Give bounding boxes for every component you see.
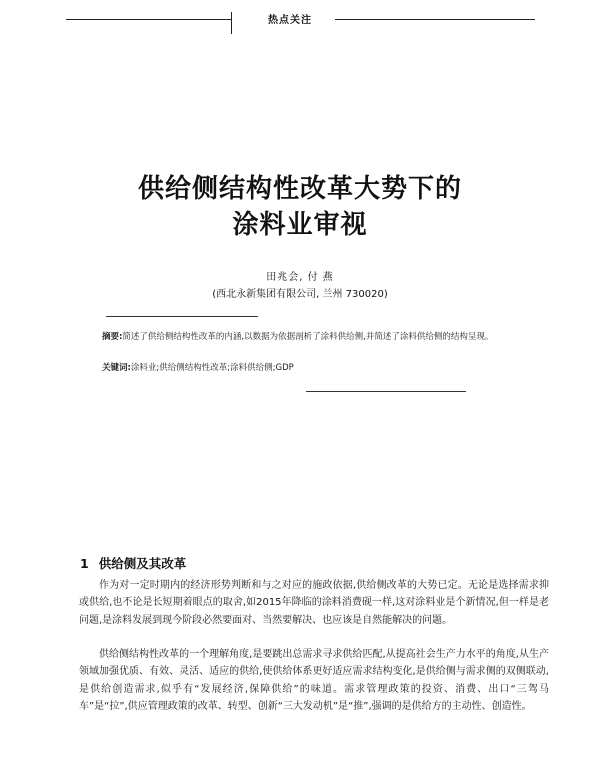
section-title: 供给侧及其改革: [98, 556, 187, 571]
keywords: [102, 361, 294, 373]
abstract-text: 简述了供给侧结构性改革的内涵,以数据为依据剖析了涂料供给侧,并简述了涂料供给侧的结构呈现。: [122, 332, 494, 342]
section-heading: [80, 554, 186, 572]
section-tag: 热点关注: [268, 15, 312, 26]
abstract-label: 摘要:: [102, 332, 123, 342]
abstract-rule-bottom: [306, 391, 466, 392]
keywords-label: 关键词:: [102, 363, 131, 373]
header-rule-left: [66, 19, 231, 20]
header-rule-right: [335, 19, 535, 20]
author-affiliation: (西北永新集团有限公司, 兰州 730020): [212, 289, 388, 300]
abstract-rule-top: [106, 316, 258, 317]
body-paragraph-2: 供给侧结构性改革的一个理解角度,是要跳出总需求寻求供给匹配,从提高社会生产力水平的角度,从生产领域加强优质、有效、灵活、适应的供给,使供给体系更好适应需求结构变化,是供给侧与需求侧的双侧联动,是供给创造需求,似乎有“发展经济,保障供给”的味道。需求管理政策的投资、消费、出口“三驾马车”是“拉”,供应管理政策的改革、转型、创新“三大发动机”是“推”,强调的是供给方的主动性、创造性。: [79, 649, 549, 713]
header-rule-tick: [231, 12, 232, 34]
abstract: [80, 330, 548, 345]
article-title-line-1: 供给侧结构性改革大势下的: [137, 174, 462, 204]
keywords-text: 涂料业;供给侧结构性改革;涂料供给侧;GDP: [130, 363, 294, 373]
body-paragraph-1: 作为对一定时期内的经济形势判断和与之对应的施政依据,供给侧改革的大势已定。无论是选择需求抑或供给,也不论是长短期着眼点的取舍,如2015年降临的涂料消费砚一样,这对涂料业是个新情况,但一样是老问题,是涂料发展到现今阶段必然要面对、当然要解决、也应该是自然能解决的问题。: [79, 580, 549, 626]
author-names: 田兆会, 付 燕: [266, 272, 334, 283]
section-number: 1: [80, 556, 89, 571]
article-title-line-2: 涂料业审视: [232, 210, 368, 240]
